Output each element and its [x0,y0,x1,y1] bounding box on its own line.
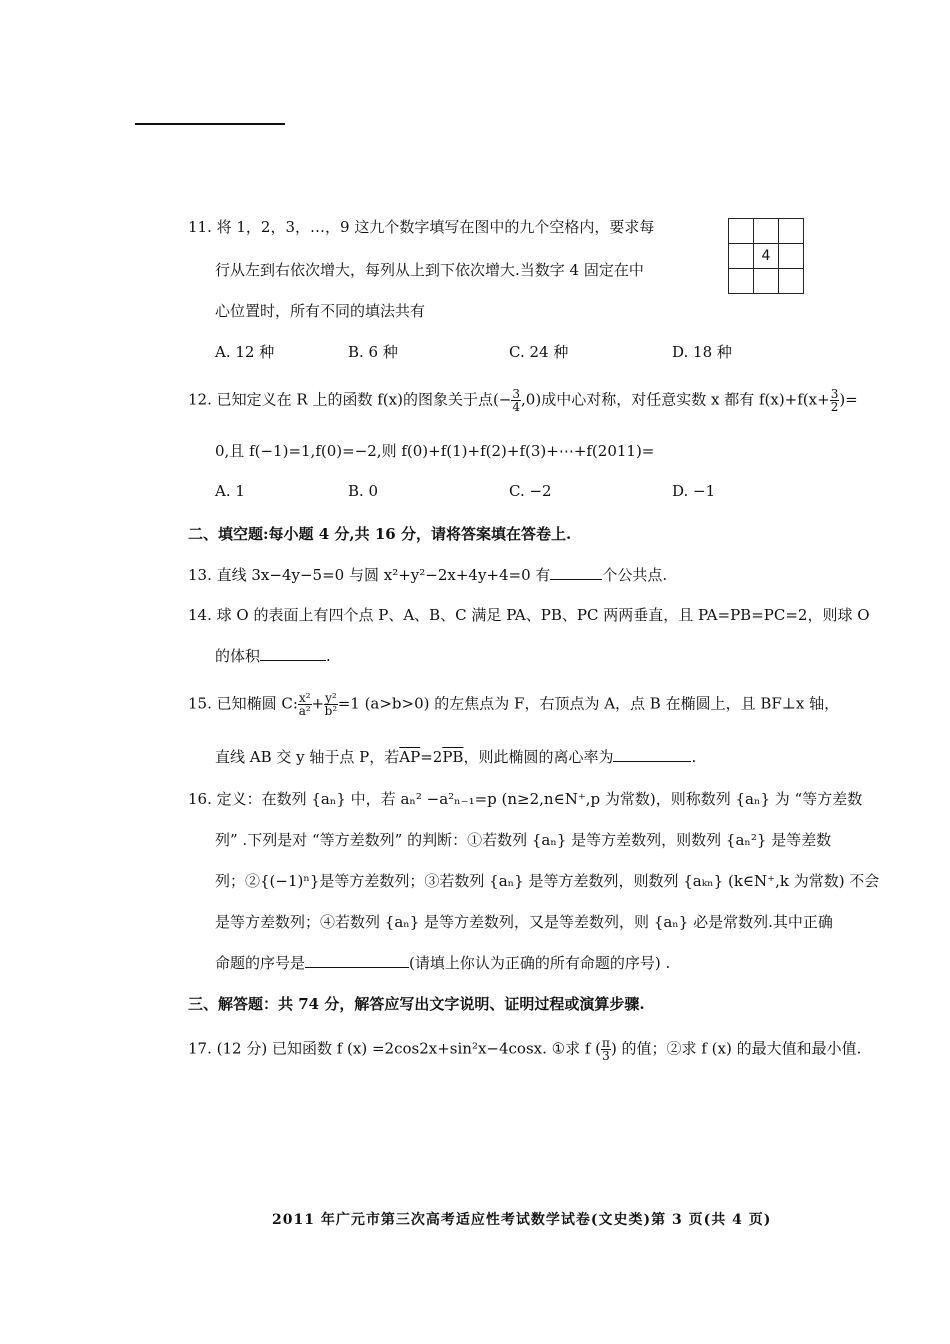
q15-vector-ap: $\overline{AP}$ [399,748,421,766]
grid-cell [729,244,754,269]
q13-text-a: 13. 直线 3x−4y−5=0 与圆 x²+y²−2x+4y+4=0 有 [188,566,551,584]
grid-cell [779,269,804,294]
q16-text-a: 命题的序号是 [215,954,306,972]
fraction-numerator: x² [298,691,311,705]
q11-line2: 行从左到右依次增大，每列从上到下依次增大.当数字 4 固定在中 [215,261,644,279]
q12-fraction-2 [830,388,840,413]
q14-text-a: 的体积 [215,647,261,665]
q15-text-a: 15. 已知椭圆 C: [188,694,298,713]
fraction-numerator: π [602,1036,610,1050]
q12-number: 12. [188,390,212,409]
q16-text-b: (请填上你认为正确的所有命题的序号) . [409,954,671,972]
q12-line1 [188,388,858,413]
q15-answer-blank [613,761,691,762]
fraction-denominator: 2 [830,400,839,414]
q11-option-c: C. 24 种 [509,343,569,361]
q15-fraction-x [298,692,312,717]
q16-line2: 列” .下列是对 “等方差数列” 的判断：①若数列 {aₙ} 是等方差数列，则数列 {aₙ²} 是等差数 [215,831,832,849]
q15-line1 [188,692,839,717]
fraction-denominator: a² [298,704,311,718]
q17-text-a: 17. (12 分) 已知函数 f (x) =2cos2x+sin²x−4cosx. ①求 f ( [188,1039,602,1058]
q12-option-a: A. 1 [215,482,245,500]
q17 [188,1037,861,1062]
grid-cell [754,219,779,244]
q12-text-c: )= [839,390,858,409]
fraction-numerator: 3 [512,387,521,401]
q11-option-a: A. 12 种 [215,343,275,361]
q11-option-b: B. 6 种 [348,343,398,361]
q15-text-b: =1 (a>b>0) 的左焦点为 F，右顶点为 A，点 B 在椭圆上，且 BF⊥x 轴， [337,694,840,713]
q15-text-e: . [691,748,697,766]
section-2-heading: 二、填空题:每小题 4 分,共 16 分，请将答案填在答卷上. [188,525,572,543]
q16-line1: 16. 定义：在数列 {aₙ} 中，若 aₙ² −a²ₙ₋₁=p (n≥2,n∈N⁺,p 为常数)，则称数列 {aₙ} 为 “等方差数 [188,790,863,808]
q15-text-c: 直线 AB 交 y 轴于点 P，若 [215,748,400,766]
q16-line4: 是等方差数列；④若数列 {aₙ} 是等方差数列，又是等差数列，则 {aₙ} 必是常数列.其中正确 [215,913,833,931]
q13-text-b: 个公共点. [602,566,668,584]
q15-line2 [215,746,696,767]
grid-cell [779,244,804,269]
q15-plus: + [311,694,325,713]
q13-answer-blank [550,579,602,580]
q11-option-d: D. 18 种 [672,343,732,361]
q14-answer-blank [260,660,326,661]
fraction-numerator: 3 [830,387,839,401]
q14-line1: 14. 球 O 的表面上有四个点 P、A、B、C 满足 PA、PB、PC 两两垂直，且 PA=PB=PC=2，则球 O [188,606,870,624]
q15-text-d: ，则此椭圆的离心率为 [463,748,614,766]
grid-cell [779,219,804,244]
q14-text-b: . [326,647,331,665]
fraction-denominator: b² [324,704,338,718]
q16-line5 [215,952,670,973]
q13 [188,564,667,585]
number-grid [728,218,804,294]
q12-option-b: B. 0 [348,482,379,500]
q12-line2: 0,且 f(−1)=1,f(0)=−2,则 f(0)+f(1)+f(2)+f(3)+⋯+f(2011)= [215,442,655,460]
q12-text-a: 已知定义在 R 上的函数 f(x)的图象关于点(− [216,390,512,409]
q15-equals: =2 [420,748,443,766]
q12-option-c: C. −2 [509,482,552,500]
q17-text-b: ) 的值；②求 f (x) 的最大值和最小值. [610,1039,862,1058]
fraction-denominator: 3 [602,1049,610,1063]
q12-fraction-1 [511,388,521,413]
q16-answer-blank [305,967,409,968]
header-rule [135,123,285,125]
grid-cell-center: 4 [754,244,779,269]
section-3-heading: 三、解答题：共 74 分，解答应写出文字说明、证明过程或演算步骤. [188,995,645,1013]
q11-line3: 心位置时，所有不同的填法共有 [215,302,426,320]
q12-text-b: ,0)成中心对称，对任意实数 x 都有 f(x)+f(x+ [521,390,830,409]
fraction-denominator: 4 [512,400,521,414]
q17-fraction [601,1037,611,1062]
grid-cell [754,269,779,294]
q14-line2 [215,645,331,666]
page-footer: 2011 年广元市第三次高考适应性考试数学试卷(文史类)第 3 页(共 4 页) [272,1212,772,1228]
q12-option-d: D. −1 [672,482,716,500]
fraction-numerator: y² [325,691,337,705]
grid-cell [729,219,754,244]
grid-cell [729,269,754,294]
q15-vector-pb: $\overline{PB}$ [442,748,464,766]
q16-line3: 列；②{(−1)ⁿ}是等方差数列；③若数列 {aₙ} 是等方差数列，则数列 {aₖₙ} (k∈N⁺,k 为常数) 不会 [215,872,880,890]
q11-line1: 11. 将 1，2，3，…，9 这九个数字填写在图中的九个空格内，要求每 [188,218,655,236]
q15-fraction-y [324,692,338,717]
